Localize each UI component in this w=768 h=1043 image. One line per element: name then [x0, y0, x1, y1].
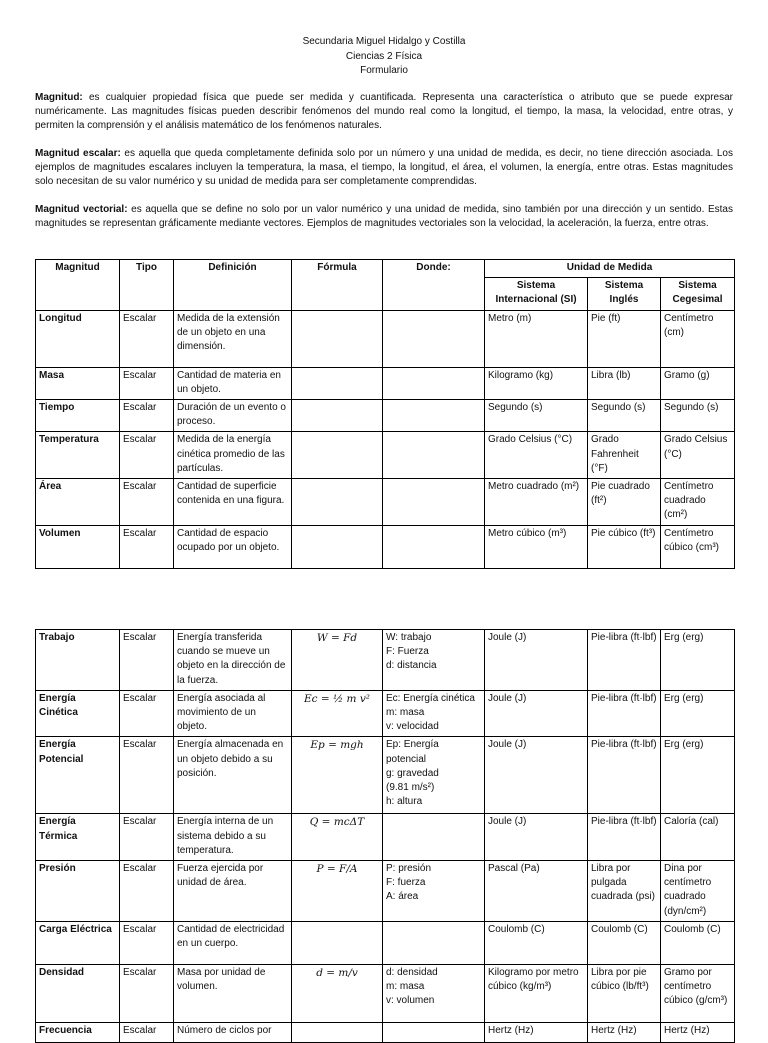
donde-line: m: masa — [386, 707, 425, 719]
cell-unidad-si: Kilogramo (kg) — [485, 367, 588, 399]
table-row — [36, 737, 735, 814]
cell-unidad-ingles: Pie (ft) — [588, 310, 661, 367]
header-formula: Fórmula — [292, 260, 383, 311]
table-row — [36, 310, 735, 367]
cell-unidad-si: Hertz (Hz) — [485, 1022, 588, 1042]
cell-donde — [383, 630, 485, 691]
header-magnitud: Magnitud — [36, 260, 120, 311]
cell-donde — [383, 367, 485, 399]
cell-tipo: Escalar — [120, 525, 174, 568]
cell-formula — [292, 921, 383, 964]
donde-line: A: área — [386, 891, 419, 903]
definition-magnitud-escalar — [35, 147, 733, 190]
cell-unidad-si: Metro (m) — [485, 310, 588, 367]
table-row — [36, 690, 735, 737]
cell-unidad-ingles: Libra por pulgada cuadrada (psi) — [588, 861, 661, 922]
cell-definicion: Masa por unidad de volumen. — [174, 964, 292, 1022]
cell-tipo: Escalar — [120, 630, 174, 691]
donde-line: P: presión — [386, 863, 432, 875]
cell-donde — [383, 525, 485, 568]
table-row — [36, 1022, 735, 1042]
donde-line: h: altura — [386, 796, 423, 808]
cell-unidad-cgs: Gramo (g) — [661, 367, 735, 399]
cell-magnitud: Frecuencia — [36, 1022, 120, 1042]
definition-magnitud-vectorial — [35, 203, 733, 231]
cell-unidad-cgs: Erg (erg) — [661, 630, 735, 691]
cell-donde — [383, 814, 485, 861]
donde-line: v: volumen — [386, 995, 435, 1007]
cell-unidad-ingles: Pie-libra (ft·lbf) — [588, 737, 661, 814]
cell-unidad-si: Joule (J) — [485, 814, 588, 861]
cell-definicion: Medida de la energía cinética promedio de las partículas. — [174, 432, 292, 479]
cell-magnitud: Tiempo — [36, 400, 120, 432]
cell-definicion: Fuerza ejercida por unidad de área. — [174, 861, 292, 922]
cell-formula — [292, 367, 383, 399]
cell-formula — [292, 1022, 383, 1042]
cell-unidad-si: Joule (J) — [485, 737, 588, 814]
cell-unidad-ingles: Segundo (s) — [588, 400, 661, 432]
cell-unidad-ingles: Pie-libra (ft·lbf) — [588, 814, 661, 861]
cell-tipo: Escalar — [120, 1022, 174, 1042]
cell-formula — [292, 525, 383, 568]
cell-tipo: Escalar — [120, 814, 174, 861]
cell-tipo: Escalar — [120, 479, 174, 526]
cell-definicion: Medida de la extensión de un objeto en una dimensión. — [174, 310, 292, 367]
cell-formula — [292, 432, 383, 479]
table-row — [36, 861, 735, 922]
header-unidad: Unidad de Medida — [485, 260, 735, 278]
cell-magnitud: Temperatura — [36, 432, 120, 479]
cell-unidad-si: Joule (J) — [485, 690, 588, 737]
cell-definicion: Cantidad de espacio ocupado por un objeto. — [174, 525, 292, 568]
cell-magnitud: Área — [36, 479, 120, 526]
donde-line: (9.81 m/s²) — [386, 782, 435, 794]
donde-line: Ec: Energía cinética — [386, 692, 475, 704]
table-row — [36, 525, 735, 568]
cell-donde — [383, 1022, 485, 1042]
donde-line: g: gravedad — [386, 767, 439, 779]
cell-unidad-ingles: Pie-libra (ft·lbf) — [588, 630, 661, 691]
cell-unidad-si: Kilogramo por metro cúbico (kg/m³) — [485, 964, 588, 1022]
cell-formula: Ec = ½ m v² — [292, 690, 383, 737]
cell-unidad-ingles: Pie-libra (ft·lbf) — [588, 690, 661, 737]
cell-magnitud: Masa — [36, 367, 120, 399]
cell-unidad-si: Grado Celsius (°C) — [485, 432, 588, 479]
definition-magnitud — [35, 91, 733, 134]
cell-unidad-ingles: Libra por pie cúbico (lb/ft³) — [588, 964, 661, 1022]
cell-unidad-cgs: Gramo por centímetro cúbico (g/cm³) — [661, 964, 735, 1022]
cell-tipo: Escalar — [120, 310, 174, 367]
cell-definicion: Energía asociada al movimiento de un objeto. — [174, 690, 292, 737]
cell-unidad-ingles: Libra (lb) — [588, 367, 661, 399]
cell-definicion: Energía interna de un sistema debido a su temperatura. — [174, 814, 292, 861]
definition-text: es aquella que queda completamente definida solo por un número y una unidad de medida, es decir, no tiene dirección asociada. Los ejemplos de magnitudes escalares incluyen la temperatura, la masa, el tiempo, la longitud, el área, el volumen, la energía, entre otras. Estas magnitudes solo necesitan de su valor numérico y su unidad de medida para ser completamente comprendidas. — [35, 148, 733, 188]
cell-formula: Q = mcΔT — [292, 814, 383, 861]
cell-unidad-cgs: Coulomb (C) — [661, 921, 735, 964]
cell-unidad-si: Pascal (Pa) — [485, 861, 588, 922]
header-definicion: Definición — [174, 260, 292, 311]
cell-unidad-ingles: Hertz (Hz) — [588, 1022, 661, 1042]
donde-line: m: masa — [386, 981, 425, 993]
cell-unidad-cgs: Dina por centímetro cuadrado (dyn/cm²) — [661, 861, 735, 922]
magnitudes-table-continued — [35, 629, 735, 1043]
cell-donde — [383, 310, 485, 367]
table-row — [36, 432, 735, 479]
course-name: Ciencias 2 Física — [345, 50, 423, 62]
cell-tipo: Escalar — [120, 861, 174, 922]
cell-donde — [383, 432, 485, 479]
cell-magnitud: Volumen — [36, 525, 120, 568]
cell-definicion: Número de ciclos por — [174, 1022, 292, 1042]
magnitudes-table — [35, 259, 735, 569]
cell-unidad-cgs: Caloría (cal) — [661, 814, 735, 861]
table-row — [36, 964, 735, 1022]
definition-text: es cualquier propiedad física que puede ser medida y cuantificada. Representa una característica o atributo que se puede expresar numéricamente. Las magnitudes físicas pueden describir fenómenos del mundo real como la longitud, el tiempo, la masa, la velocidad, entre otras, y permiten la comprensión y el análisis matemático de los fenómenos naturales. — [35, 92, 733, 132]
donde-line: F: Fuerza — [386, 646, 429, 658]
table-row — [36, 367, 735, 399]
cell-formula — [292, 400, 383, 432]
table-row — [36, 814, 735, 861]
cell-donde — [383, 861, 485, 922]
cell-tipo: Escalar — [120, 964, 174, 1022]
cell-formula — [292, 310, 383, 367]
donde-line: Ep: Energía potencial — [386, 739, 439, 765]
table-row — [36, 400, 735, 432]
cell-magnitud: Densidad — [36, 964, 120, 1022]
cell-definicion: Energía almacenada en un objeto debido a su posición. — [174, 737, 292, 814]
cell-definicion: Duración de un evento o proceso. — [174, 400, 292, 432]
donde-line: W: trabajo — [386, 632, 432, 643]
cell-formula: P = F/A — [292, 861, 383, 922]
cell-donde — [383, 921, 485, 964]
cell-definicion: Cantidad de superficie contenida en una figura. — [174, 479, 292, 526]
table-row — [36, 921, 735, 964]
cell-formula: W = Fd — [292, 630, 383, 691]
cell-magnitud: Longitud — [36, 310, 120, 367]
cell-unidad-si: Coulomb (C) — [485, 921, 588, 964]
school-name: Secundaria Miguel Hidalgo y Costilla — [302, 36, 466, 47]
header-cgs: Sistema Cegesimal — [661, 278, 735, 310]
cell-unidad-cgs: Grado Celsius (°C) — [661, 432, 735, 479]
definition-term: Magnitud: — [35, 92, 83, 103]
cell-tipo: Escalar — [120, 921, 174, 964]
cell-definicion: Energía transferida cuando se mueve un objeto en la dirección de la fuerza. — [174, 630, 292, 691]
cell-magnitud: Trabajo — [36, 630, 120, 691]
cell-formula — [292, 479, 383, 526]
cell-definicion: Cantidad de electricidad en un cuerpo. — [174, 921, 292, 964]
definition-term: Magnitud escalar: — [35, 148, 121, 159]
cell-formula: d = m/v — [292, 964, 383, 1022]
cell-unidad-si: Metro cúbico (m³) — [485, 525, 588, 568]
cell-unidad-si: Segundo (s) — [485, 400, 588, 432]
document-header — [0, 35, 768, 79]
cell-magnitud: Energía Cinética — [36, 690, 120, 737]
definition-term: Magnitud vectorial: — [35, 204, 128, 215]
cell-magnitud: Carga Eléctrica — [36, 921, 120, 964]
cell-tipo: Escalar — [120, 400, 174, 432]
cell-unidad-cgs: Erg (erg) — [661, 690, 735, 737]
cell-definicion: Cantidad de materia en un objeto. — [174, 367, 292, 399]
cell-unidad-cgs: Centímetro cúbico (cm³) — [661, 525, 735, 568]
cell-tipo: Escalar — [120, 690, 174, 737]
donde-line: F: fuerza — [386, 877, 426, 889]
cell-donde — [383, 964, 485, 1022]
cell-unidad-ingles: Coulomb (C) — [588, 921, 661, 964]
header-ingles: Sistema Inglés — [588, 278, 661, 310]
document-title: Formulario — [360, 65, 408, 76]
table-row — [36, 630, 735, 691]
cell-tipo: Escalar — [120, 737, 174, 814]
cell-tipo: Escalar — [120, 432, 174, 479]
header-si: Sistema Internacional (SI) — [485, 278, 588, 310]
donde-line: d: densidad — [386, 966, 438, 978]
cell-unidad-ingles: Grado Fahrenheit (°F) — [588, 432, 661, 479]
cell-unidad-ingles: Pie cúbico (ft³) — [588, 525, 661, 568]
cell-magnitud: Energía Potencial — [36, 737, 120, 814]
donde-line: v: velocidad — [386, 721, 439, 733]
cell-unidad-cgs: Hertz (Hz) — [661, 1022, 735, 1042]
cell-donde — [383, 479, 485, 526]
table-row — [36, 479, 735, 526]
cell-donde — [383, 400, 485, 432]
cell-unidad-cgs: Centímetro cuadrado (cm²) — [661, 479, 735, 526]
cell-donde — [383, 690, 485, 737]
cell-magnitud: Energía Térmica — [36, 814, 120, 861]
cell-unidad-cgs: Erg (erg) — [661, 737, 735, 814]
cell-tipo: Escalar — [120, 367, 174, 399]
cell-unidad-ingles: Pie cuadrado (ft²) — [588, 479, 661, 526]
cell-formula: Ep = mgh — [292, 737, 383, 814]
definition-text: es aquella que se define no solo por un valor numérico y una unidad de medida, sino también por una dirección y un sentido. Estas magnitudes se representan gráficamente mediante vectores. Ejemplos de magnitudes vectoriales son la velocidad, la aceleración, la fuerza, entre otras. — [35, 204, 733, 230]
cell-unidad-si: Metro cuadrado (m²) — [485, 479, 588, 526]
header-donde: Donde: — [383, 260, 485, 311]
cell-unidad-cgs: Segundo (s) — [661, 400, 735, 432]
donde-line: d: distancia — [386, 660, 437, 672]
cell-unidad-cgs: Centímetro (cm) — [661, 310, 735, 367]
cell-magnitud: Presión — [36, 861, 120, 922]
header-tipo: Tipo — [120, 260, 174, 311]
cell-donde — [383, 737, 485, 814]
cell-unidad-si: Joule (J) — [485, 630, 588, 691]
